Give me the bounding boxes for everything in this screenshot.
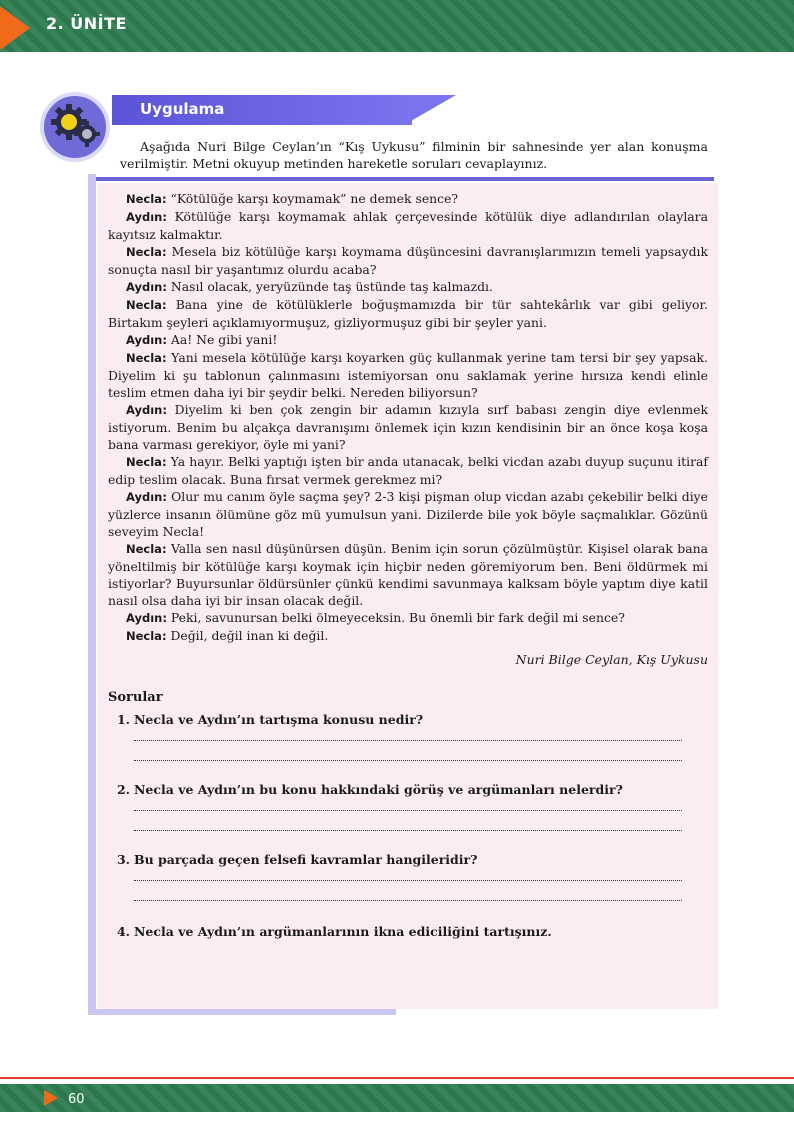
dialogue-line	[108, 278, 708, 296]
line-text: Değil, değil inan ki değil.	[166, 628, 329, 643]
question-text: Necla ve Aydın’ın tartışma konusu nedir?	[134, 712, 424, 727]
line-text: Yani mesela kötülüğe karşı koyarken güç kullanmak yerine tam tersi bir şey yapsak. Diyelim ki şu tablonun çalınmasını istemiyorsan onu saklamak yerine hırsıza kendi elinle teslim etmen daha iyi bir şeydir belki. Nereden biliyorsun?	[108, 350, 708, 400]
question-number: 1.	[116, 712, 130, 727]
answer-line	[134, 900, 682, 901]
question-number: 2.	[116, 782, 130, 797]
line-text: “Kötülüğe karşı koymamak” ne demek sence?	[166, 191, 459, 206]
questions-title: Sorular	[108, 690, 163, 705]
unit-label: 2. ÜNİTE	[46, 14, 127, 33]
speaker: Aydın:	[126, 490, 167, 504]
speaker: Necla:	[126, 629, 167, 643]
arrow-icon	[0, 6, 30, 50]
answer-line	[134, 810, 682, 811]
dialogue	[108, 190, 708, 645]
speaker: Aydın:	[126, 280, 167, 294]
line-text: Peki, savunursan belki ölmeyeceksin. Bu önemli bir fark değil mi sence?	[166, 610, 625, 625]
intro-text: Aşağıda Nuri Bilge Ceylan’ın “Kış Uykusu” filminin bir sahnesinde yer alan konuşma verilmiştir. Metni okuyup metinden hareketle soruları cevaplayınız.	[120, 139, 708, 171]
line-text: Ya hayır. Belki yaptığı işten bir anda utanacak, belki vicdan azabı duyup suçunu itiraf edip teslim olacak. Buna fırsat vermek gerekmez mi?	[108, 454, 708, 487]
dialogue-line	[108, 401, 708, 453]
dialogue-line	[108, 190, 708, 208]
dialogue-line	[108, 540, 708, 609]
line-text: Nasıl olacak, yeryüzünde taş üstünde taş kalmazdı.	[166, 279, 493, 294]
line-text: Bana yine de kötülüklerle boğuşmamızda bir tür sahtekârlık var gibi geliyor. Birtakım şeyleri açıklamıyormuşuz, gizliyormuşuz gibi bir şeyler yani.	[108, 297, 708, 330]
dialogue-line	[108, 609, 708, 627]
answer-line	[134, 740, 682, 741]
dialogue-line	[108, 243, 708, 278]
dialogue-line	[108, 453, 708, 488]
section-title-tail	[404, 95, 456, 125]
dialogue-line	[108, 488, 708, 540]
question-number: 4.	[116, 924, 130, 939]
speaker: Necla:	[126, 192, 167, 206]
footer-rule	[0, 1077, 794, 1079]
source-citation: Nuri Bilge Ceylan, Kış Uykusu	[515, 652, 708, 667]
page-number: 60	[68, 1092, 85, 1107]
question-text: Necla ve Aydın’ın argümanlarının ikna ediciliğini tartışınız.	[134, 924, 552, 939]
divider	[96, 177, 714, 181]
speaker: Necla:	[126, 245, 167, 259]
section-title: Uygulama	[140, 100, 225, 118]
line-text: Mesela biz kötülüğe karşı koymama düşüncesini davranışlarımızın temeli yapsaydık sonuçta nasıl bir yaşantımız olurdu acaba?	[108, 244, 708, 277]
dialogue-line	[108, 208, 708, 243]
question-text: Bu parçada geçen felsefi kavramlar hangileridir?	[134, 852, 478, 867]
speaker: Necla:	[126, 542, 167, 556]
question-text: Necla ve Aydın’ın bu konu hakkındaki görüş ve argümanları nelerdir?	[134, 782, 623, 797]
speaker: Aydın:	[126, 333, 167, 347]
panel-border	[88, 174, 96, 1014]
speaker: Aydın:	[126, 403, 167, 417]
speaker: Necla:	[126, 455, 167, 469]
line-text: Aa! Ne gibi yani!	[166, 332, 278, 347]
dialogue-line	[108, 627, 708, 645]
answer-line	[134, 880, 682, 881]
speaker: Aydın:	[126, 210, 167, 224]
question-number: 3.	[116, 852, 130, 867]
answer-line	[134, 830, 682, 831]
arrow-icon	[44, 1090, 58, 1106]
panel-border-bottom	[88, 1009, 396, 1015]
dialogue-line	[108, 349, 708, 401]
speaker: Necla:	[126, 298, 167, 312]
line-text: Olur mu canım öyle saçma şey? 2-3 kişi pişman olup vicdan azabı çekebilir belki diye yüzlerce insanın ölümüne göz mü yumulsun yani. Dizilerde bile yok böyle saçmalıklar. Gözünü seveyim Necla!	[108, 489, 708, 539]
dialogue-line	[108, 331, 708, 349]
answer-line	[134, 760, 682, 761]
dialogue-line	[108, 296, 708, 331]
line-text: Valla sen nasıl düşünürsen düşün. Benim için sorun çözülmüştür. Kişisel olarak bana yöneltilmiş bir kötülüğe karşı koymak için hiçbir neden göremiyorum ben. Beni öldürmek mi istiyorlar? Buyursunlar öldürsünler çünkü kendimi savunmaya kalksam böyle yaptım diye katil nasıl olsa daha iyi bir insan olacak değil.	[108, 541, 708, 608]
gears-icon	[40, 92, 110, 162]
speaker: Aydın:	[126, 611, 167, 625]
footer-band	[0, 1084, 794, 1112]
line-text: Kötülüğe karşı koymamak ahlak çerçevesinde kötülük diye adlandırılan olaylara kayıtsız kalmaktır.	[108, 209, 708, 242]
line-text: Diyelim ki ben çok zengin bir adamın kızıyla sırf babası zengin diye evlenmek istiyorum. Benim bu alçakça davranışımı önlemek için kızın kendisinin bir an önce koşa koşa bana varması gerekiyor, öyle mi yani?	[108, 402, 708, 452]
speaker: Necla:	[126, 351, 167, 365]
